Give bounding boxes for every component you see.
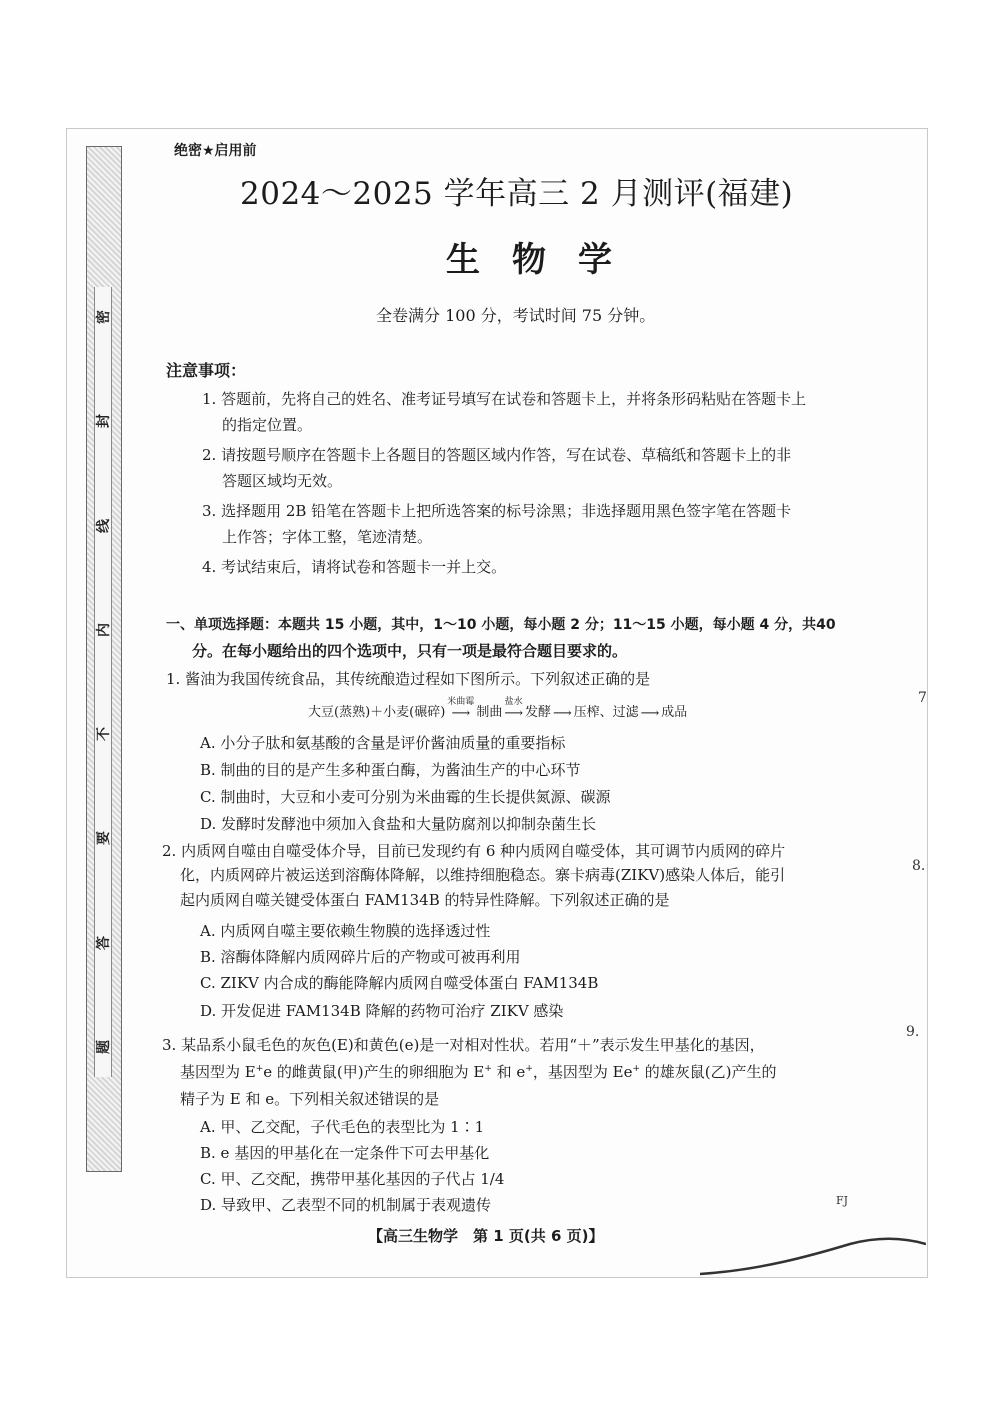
arrow-icon: ⟶ — [552, 706, 572, 721]
q3-option-c: C. 甲、乙交配，携带甲基化基因的子代占 1/4 — [200, 1170, 505, 1188]
subject-title: 生物学 — [446, 240, 644, 280]
binding-char: 要 — [96, 831, 112, 846]
q2-stem-line1: 2. 内质网自噬由自噬受体介导，目前已发现约有 6 种内质网自噬受体，其可调节内质网的碎片 — [162, 842, 786, 860]
q3-option-d: D. 导致甲、乙表型不同的机制属于表观遗传 — [200, 1196, 492, 1214]
q3-stem-line1: 3. 某品系小鼠毛色的灰色(E)和黄色(e)是一对相对性状。若用“＋”表示发生甲基化的基因， — [162, 1036, 765, 1054]
q2-option-a: A. 内质网自噬主要依赖生物膜的选择透过性 — [200, 922, 491, 940]
notice-item-2-line1: 2. 请按题号顺序在答题卡上各题目的答题区域内作答，写在试卷、草稿纸和答题卡上的非 — [202, 446, 792, 464]
q2-option-b: B. 溶酶体降解内质网碎片后的产物或可被再利用 — [200, 948, 521, 966]
binding-char: 不 — [96, 727, 112, 742]
q3-stem-line2: 基因型为 E+e 的雌黄鼠(甲)产生的卵细胞为 E+ 和 e+，基因型为 Ee+ 的雄灰鼠(乙)产生的 — [180, 1063, 777, 1081]
exam-title: 2024～2025 学年高三 2 月测评(福建) — [240, 176, 794, 212]
q2-option-d: D. 开发促进 FAM134B 降解的药物可治疗 ZIKV 感染 — [200, 1002, 564, 1020]
flow-arrow-3 — [553, 697, 572, 720]
q1-process-flow — [308, 697, 687, 720]
binding-char: 答 — [96, 935, 112, 950]
binding-char: 线 — [96, 518, 112, 533]
q3-stem-line3: 精子为 E 和 e。下列相关叙述错误的是 — [180, 1090, 440, 1108]
q1-option-a: A. 小分子肽和氨基酸的含量是评价酱油质量的重要指标 — [200, 734, 566, 752]
flow-arrow-1-label: 米曲霉 — [447, 697, 475, 707]
notice-item-1-line2: 的指定位置。 — [222, 416, 313, 434]
flow-arrow-4 — [641, 697, 660, 720]
flow-start: 大豆(蒸熟)＋小麦(碾碎) — [308, 705, 446, 720]
arrow-icon: ⟶ — [451, 706, 471, 721]
binding-char: 题 — [96, 1039, 112, 1054]
notice-item-1-line1: 1. 答题前，先将自己的姓名、准考证号填写在试卷和答题卡上，并将条形码粘贴在答题卡上 — [202, 390, 807, 408]
flow-arrow-2 — [504, 697, 523, 720]
q3-option-b: B. e 基因的甲基化在一定条件下可去甲基化 — [200, 1144, 490, 1162]
q2-stem-line3: 起内质网自噬关键受体蛋白 FAM134B 的特异性降解。下列叙述正确的是 — [180, 891, 670, 909]
notice-item-4-line1: 4. 考试结束后，请将试卷和答题卡一并上交。 — [202, 558, 507, 576]
q2-stem-line2: 化，内质网碎片被运送到溶酶体降解，以维持细胞稳态。寨卡病毒(ZIKV)感染人体后，能引 — [180, 866, 786, 884]
flow-step-3: 发酵 — [524, 705, 551, 720]
flow-step-4: 压榨、过滤 — [573, 705, 639, 720]
binding-char: 密 — [96, 310, 112, 324]
q1-option-b: B. 制曲的目的是产生多种蛋白酶，为酱油生产的中心环节 — [200, 761, 581, 779]
arrow-icon: ⟶ — [504, 706, 523, 721]
flow-arrow-1 — [447, 697, 474, 720]
arrow-icon: ⟶ — [640, 706, 660, 721]
q1-option-c: C. 制曲时，大豆和小麦可分别为米曲霉的生长提供氮源、碳源 — [200, 788, 611, 806]
notice-item-3-line1: 3. 选择题用 2B 铅笔在答题卡上把所选答案的标号涂黑；非选择题用黑色签字笔在答题卡 — [202, 502, 792, 520]
q3-option-a: A. 甲、乙交配，子代毛色的表型比为 1∶1 — [200, 1118, 485, 1136]
notice-item-3-line2: 上作答；字体工整，笔迹清楚。 — [222, 528, 433, 546]
page-footer: 【高三生物学 第 1 页(共 6 页)】 — [368, 1227, 604, 1245]
section-heading-line2: 分。在每小题给出的四个选项中，只有一项是最符合题目要求的。 — [192, 642, 628, 660]
section-heading-line1: 一、单项选择题：本题共 15 小题，其中，1～10 小题，每小题 2 分；11～15 小题，每小题 4 分，共40 — [166, 617, 836, 633]
q2-option-c: C. ZIKV 内合成的酶能降解内质网自噬受体蛋白 FAM134B — [200, 974, 599, 992]
secret-label: 绝密★启用前 — [174, 143, 257, 159]
score-info: 全卷满分 100 分，考试时间 75 分钟。 — [376, 306, 656, 325]
binding-char: 内 — [96, 622, 112, 637]
q1-option-d: D. 发酵时发酵池中须加入食盐和大量防腐剂以抑制杂菌生长 — [200, 815, 597, 833]
binding-strip — [86, 146, 122, 1172]
margin-number: 8. — [912, 858, 926, 874]
q1-stem: 1. 酱油为我国传统食品，其传统酿造过程如下图所示。下列叙述正确的是 — [166, 670, 651, 688]
flow-step-2: 制曲 — [476, 705, 503, 720]
page-curl-shadow — [700, 1230, 926, 1276]
margin-number: 9. — [906, 1024, 920, 1040]
binding-text-column — [94, 287, 112, 1077]
flow-end: 成品 — [661, 705, 688, 720]
notice-item-2-line2: 答题区域均无效。 — [222, 472, 343, 490]
notice-heading: 注意事项： — [166, 361, 247, 380]
margin-mark: FJ — [836, 1194, 849, 1207]
binding-char: 封 — [96, 414, 112, 429]
margin-number: 7 — [918, 690, 927, 706]
flow-arrow-2-label: 盐水 — [504, 697, 523, 707]
